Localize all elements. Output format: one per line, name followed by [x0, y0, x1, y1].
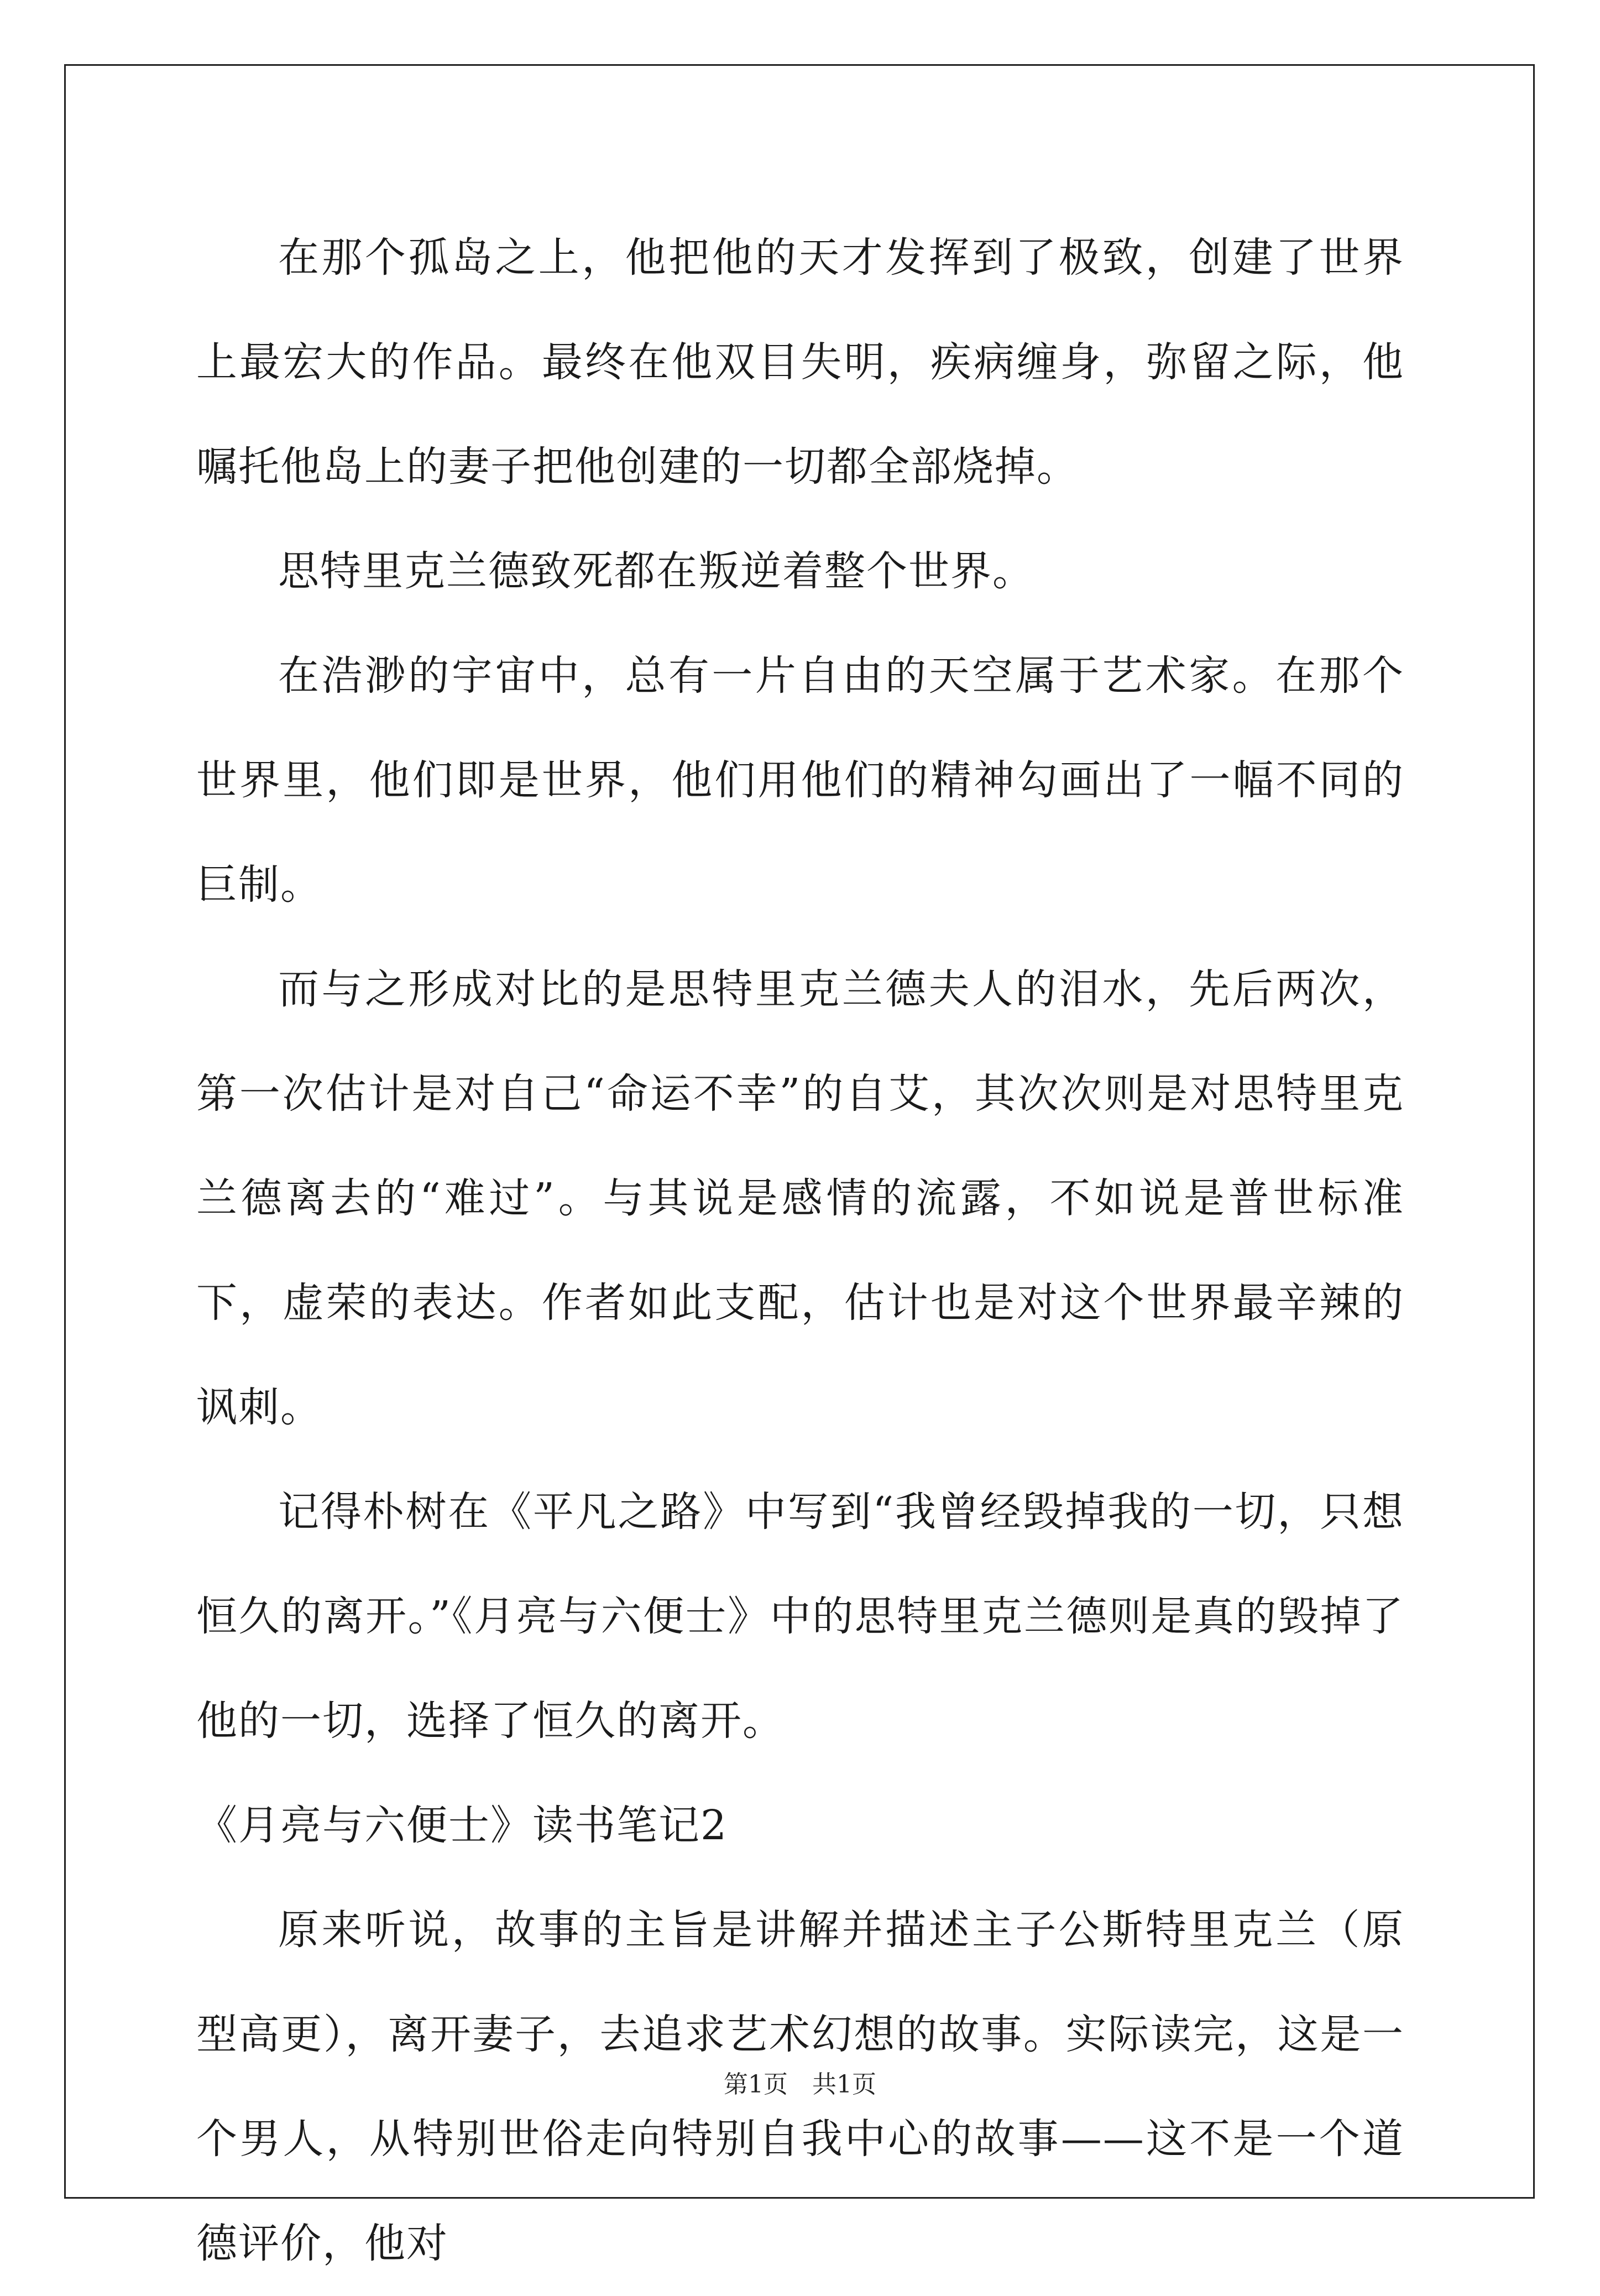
paragraph-3: 在浩渺的宇宙中，总有一片自由的天空属于艺术家。在那个世界里，他们即是世界，他们用他们的精神勾画出了一幅不同的巨制。 [196, 652, 1404, 909]
page-number: 第1页 [724, 2070, 788, 2099]
paragraph-5: 记得朴树在《平凡之路》中写到“我曾经毁掉我的一切，只想恒久的离开。”《月亮与六便士》中的思特里克兰德则是真的毁掉了他的一切，选择了恒久的离开。 [196, 1488, 1404, 1745]
paragraph-6: 原来听说，故事的主旨是讲解并描述主子公斯特里克兰（原型高更），离开妻子，去追求艺术幻想的故事。实际读完，这是一个男人，从特别世俗走向特别自我中心的故事——这不是一个道德评价，他对 [196, 1906, 1404, 2267]
section-heading: 《月亮与六便士》读书笔记2 [196, 1802, 728, 1849]
page-total: 共1页 [812, 2070, 876, 2099]
paragraph-2: 思特里克兰德致死都在叛逆着整个世界。 [278, 547, 1034, 595]
paragraph-4: 而与之形成对比的是思特里克兰德夫人的泪水，先后两次，第一次估计是对自己“命运不幸”的自艾，其次次则是对思特里克兰德离去的“难过”。与其说是感情的流露，不如说是普世标准下，虚荣的表达。作者如此支配，估计也是对这个世界最辛辣的讽刺。 [196, 966, 1404, 1431]
paragraph-1: 在那个孤岛之上，他把他的天才发挥到了极致，创建了世界上最宏大的作品。最终在他双目失明，疾病缠身，弥留之际，他嘱托他岛上的妻子把他创建的一切都全部烧掉。 [196, 234, 1404, 490]
page-footer [0, 2068, 1600, 2101]
document-body [196, 206, 1404, 2296]
